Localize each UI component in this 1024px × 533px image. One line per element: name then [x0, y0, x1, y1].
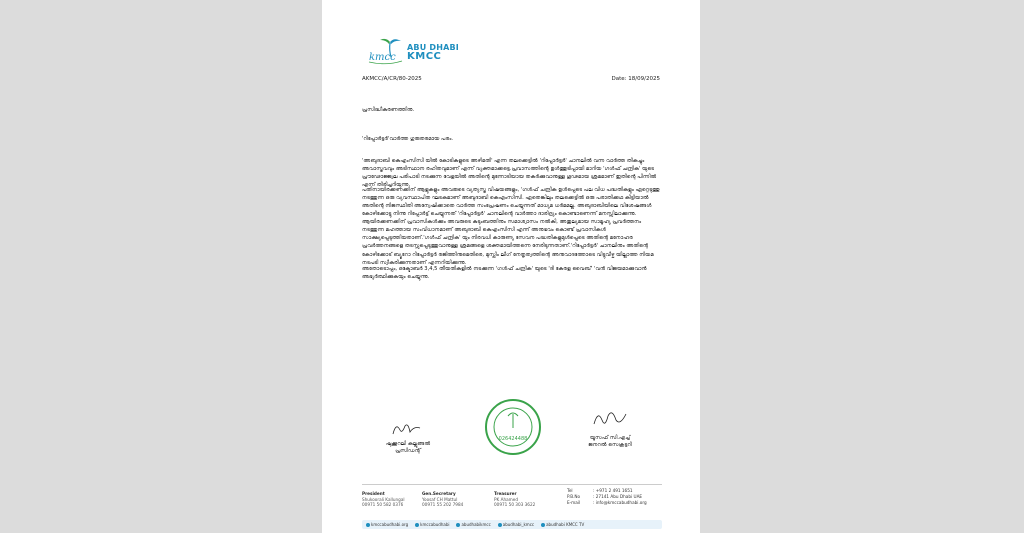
signature-secretary — [590, 406, 630, 432]
letter-date: Date: 18/09/2025 — [611, 76, 660, 82]
office-phone: 00971 50 582 0376 — [362, 502, 404, 508]
left-background — [0, 0, 322, 533]
twitter-icon — [498, 523, 502, 527]
contact-label: E-mail — [567, 500, 581, 506]
contact-details — [567, 488, 647, 506]
signature-block-secretary — [570, 406, 650, 449]
social-link-facebook[interactable]: kmccabudhabi — [415, 522, 449, 527]
contact-label: P.B.No — [567, 494, 581, 500]
body-paragraph-3: അതോടൊപ്പം, ഒക്ടോബർ 3,4,5 തീയതികളിൽ നടക്കുന്ന 'ഗൾഫ് ചന്ദ്രിക' യുടെ 'ദി കേരള വൈബ്' 'വൻ വിജയമാക്കുവാൻ അഭ്യർത്ഥിക്കുകയും ചെയ്യുന്നു. — [362, 266, 647, 281]
signature-president — [390, 420, 426, 438]
logo-script: kmcc — [369, 52, 396, 63]
social-links-bar — [362, 520, 662, 529]
contact-value: : +971 2 491 1651 — [593, 488, 633, 493]
office-bearer-secretary — [422, 491, 463, 508]
reference-number: AKMCC/A/CR/80-2025 — [362, 76, 422, 82]
office-bearer-treasurer — [494, 491, 535, 508]
office-phone: 00971 55 202 7984 — [422, 502, 464, 508]
right-background — [700, 0, 1024, 533]
signature-block-president — [368, 420, 448, 455]
office-name: PK Ahamed — [494, 496, 519, 502]
president-name: ഷുക്കൂറലി കല്ലുങ്ങൽ — [385, 441, 431, 447]
office-role: Treasurer — [494, 491, 517, 496]
office-bearer-president — [362, 491, 405, 508]
body-paragraph-1: 'അബുദാബി കെഎംസിസി യിൽ കോടികളുടെ അഴിമതി' എന്ന തലക്കെട്ടിൽ 'റിപ്പോർട്ടർ' ചാനലിൽ വന്ന വാർത്ത തികച്ചും അവാസ്തവവും അടിസ്ഥാന രഹിതവുമാണ് എന്ന് വ്യക്തമാക്കട്ടെ.പ്രവാസത്തിന്റെ ഉൾത്തുടിപ്പായി മാറിയ 'ഗൾഫ് ചന്ദ്രിക' യുടെ പ്രൗഢോജ്ജ്വല പരിപാടി നടക്കുന്ന വേളയിൽ അതിന്റെ മുന്നോടിയായ തകർക്കുവാനുള്ള ഗൂഢമായ ശ്രമമാണ് ഇതിന്റെ പിന്നിൽ എന്ന് തിരിച്ചറിയുന്നു. — [362, 158, 657, 189]
brand-name: KMCC — [407, 51, 442, 62]
social-link-website[interactable]: kmccabudhabi.org — [366, 522, 408, 527]
secretary-title: ജനറൽ സെക്രട്ടറി — [588, 442, 632, 448]
social-link-youtube[interactable]: abudhabi KMCC TV — [541, 522, 584, 527]
contact-value: : info@kmccabudhabi.org — [593, 500, 647, 506]
contact-value: : 27141 Abu Dhabi UAE — [593, 494, 643, 500]
letter-page — [322, 0, 700, 533]
secretary-name: യൂസഫ് സി.എച്ച് — [589, 435, 631, 441]
subject-line: 'റിപ്പോർട്ടർ'വാർത്ത ഗുരുതരമായ പരം. — [362, 136, 454, 142]
office-phone: 00971 50 303 3622 — [494, 502, 536, 508]
salutation: പ്രസിദ്ധീകരണത്തിനു. — [362, 107, 415, 113]
youtube-icon — [541, 523, 545, 527]
contact-label: Tel — [567, 488, 573, 493]
facebook-icon — [415, 523, 419, 527]
globe-icon — [366, 523, 370, 527]
body-paragraph-2: പതിനായിരക്കണക്കിന് ആളുകളും അവരുടെ വ്യത്യസ്ത വിഷയങ്ങളും, 'ഗൾഫ് ചന്ദ്രിക ഉൾപ്പെടെ പല വിധ പദ്ധതികളും ഏറ്റെടുത്തു നടത്തുന്ന ഒരു വ്യവസ്ഥാപിത ഘടകമാണ് അബുദാബി കെഎംസിസി. ഏതെങ്കിലും തലക്കെട്ടിൽ ഒരു പരാതിക്കഥ കിട്ടിയാൽ അതിന്റെ നിജസ്ഥിതി അന്വേഷിക്കാതെ വാർത്ത സംപ്രേഷണം ചെയ്യുന്നത് മാധ്യമ ധർമമല്ല. അബുദാബിയിലെ വിശേഷങ്ങൾ കോഴിക്കോട്ടു നിന്നു റിപ്പോർട്ട് ചെയ്യുന്നത് 'റിപ്പോർട്ടർ' ചാനലിന്റെ വാർത്താ ദാരിദ്ര്യം കൊണ്ടാണെന്ന് മനസ്സിലാക്കുന്നു. ആയിരക്കണക്കിന് പ്രവാസികൾക്കും അവരുടെ കുടുംബത്തിനും സമാശ്വാസം നൽകി, അതുല്യമായ സാമൂഹ്യ പ്രവർത്തനം നടത്തുന്ന മഹത്തായ സംവിധാനമാണ് അബുദാബി കെഎംസിസി എന്ന് അനുഭവം കൊണ്ട് പ്രവാസികൾ സാക്ഷ്യപ്പെടുത്തിയതാണ്.'ഗൾഫ് ചന്ദ്രിക' യും നിരവധി കാരുണ്യ സേവന പദ്ധതികളുമുൾപ്പെടെ അതിന്റെ മനോഹര പ്രവർത്തനങ്ങളെ തടസ്സപ്പെടുത്തുവാനുള്ള ശ്രമങ്ങളെ ശക്തമായിത്തന്നെ നേരിടുന്നതാണ്.'റിപ്പോർട്ടർ' ചാനലിനും അതിന്റെ കോഴിക്കോട് ബ്യൂറോ റിപ്പോർട്ടർ രജിത്തിനുമെതിരെ, മുസ്ലിം ലീഗ് നേതൃത്വത്തിന്റെ അനുവാദത്തോടെ വിട്ടുവീഴ്ച യില്ലാത്ത നിയമ നടപടി സ്വീകരിക്കുന്നതാണ് എന്നറിയിക്കുന്നു. — [362, 187, 660, 266]
footer-divider — [362, 484, 662, 485]
social-link-twitter[interactable]: abudhabi_kmcc — [498, 522, 534, 527]
office-role: President — [362, 491, 385, 496]
organization-seal — [484, 398, 542, 456]
seal-number: 026424488 — [498, 436, 528, 442]
office-role: Gen.Secretary — [422, 491, 456, 496]
brand-city: ABU DHABI — [407, 43, 459, 52]
contact-row-email — [567, 500, 647, 506]
kmcc-logo — [368, 38, 468, 66]
instagram-icon — [456, 523, 460, 527]
president-title: പ്രസിഡന്റ് — [395, 448, 421, 454]
palm-tree-icon — [368, 38, 404, 66]
office-name: Shukoorali Kallungal — [362, 496, 405, 502]
social-link-instagram[interactable]: abudhabikmcc — [456, 522, 490, 527]
office-name: Yoosaf CH Mattul — [422, 496, 458, 502]
